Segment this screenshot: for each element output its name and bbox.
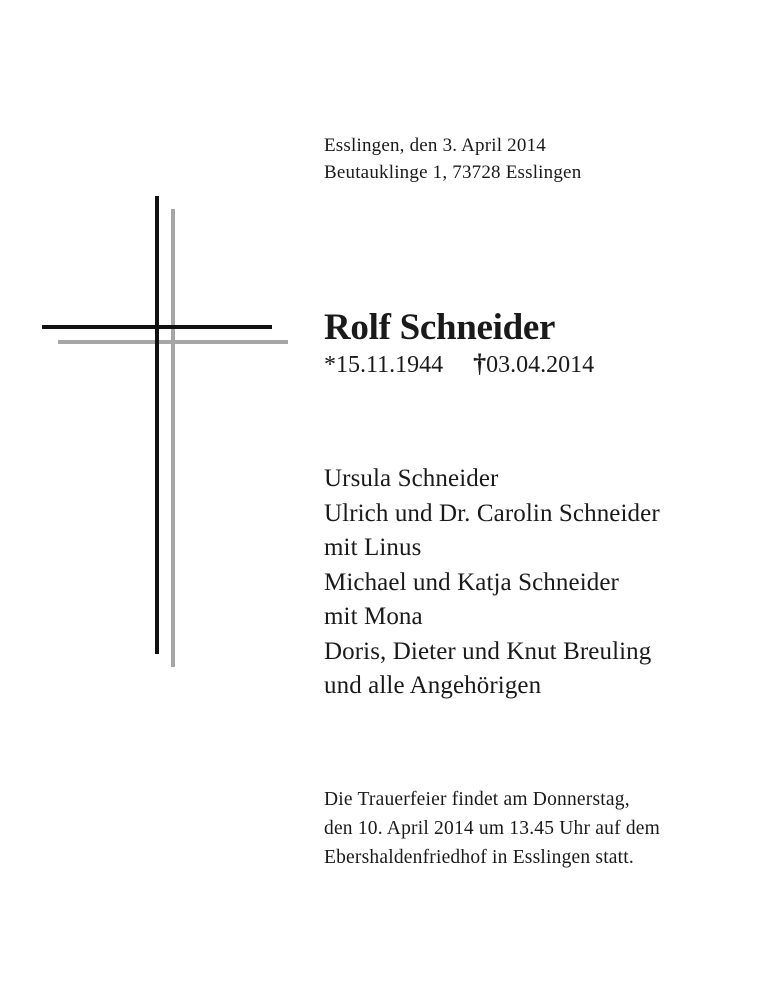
cross-shadow-horizontal-bar (58, 340, 288, 344)
mourner-line: Ulrich und Dr. Carolin Schneider (324, 499, 660, 527)
mourner-line: Doris, Dieter und Knut Breuling (324, 637, 652, 665)
cross-vertical-bar (155, 196, 159, 654)
mourner-line: mit Linus (324, 534, 422, 561)
death-date: 03.04.2014 (486, 352, 595, 378)
service-line: Die Trauerfeier findet am Donnerstag, (324, 789, 630, 810)
service-info (324, 785, 660, 872)
address: Beutauklinge 1, 73728 Esslingen (324, 162, 582, 183)
mourners-list (324, 462, 660, 704)
deceased-name: Rolf Schneider (324, 307, 556, 348)
cross-shadow-vertical-bar (171, 209, 175, 667)
mourner-line: mit Mona (324, 603, 423, 630)
mourner-line: und alle Angehörigen (324, 672, 542, 699)
mourner-line: Ursula Schneider (324, 465, 499, 492)
dagger-icon: † (473, 349, 487, 378)
service-line: den 10. April 2014 um 13.45 Uhr auf dem (324, 818, 661, 839)
deceased-block (324, 305, 594, 380)
life-dates (324, 349, 594, 380)
place-date: Esslingen, den 3. April 2014 (324, 135, 546, 156)
notice-header (324, 132, 581, 186)
cross-horizontal-bar (42, 325, 272, 329)
mourner-line: Michael und Katja Schneider (324, 568, 619, 596)
birth-date: *15.11.1944 (324, 352, 444, 378)
service-line: Ebershaldenfriedhof in Esslingen statt. (324, 847, 634, 868)
